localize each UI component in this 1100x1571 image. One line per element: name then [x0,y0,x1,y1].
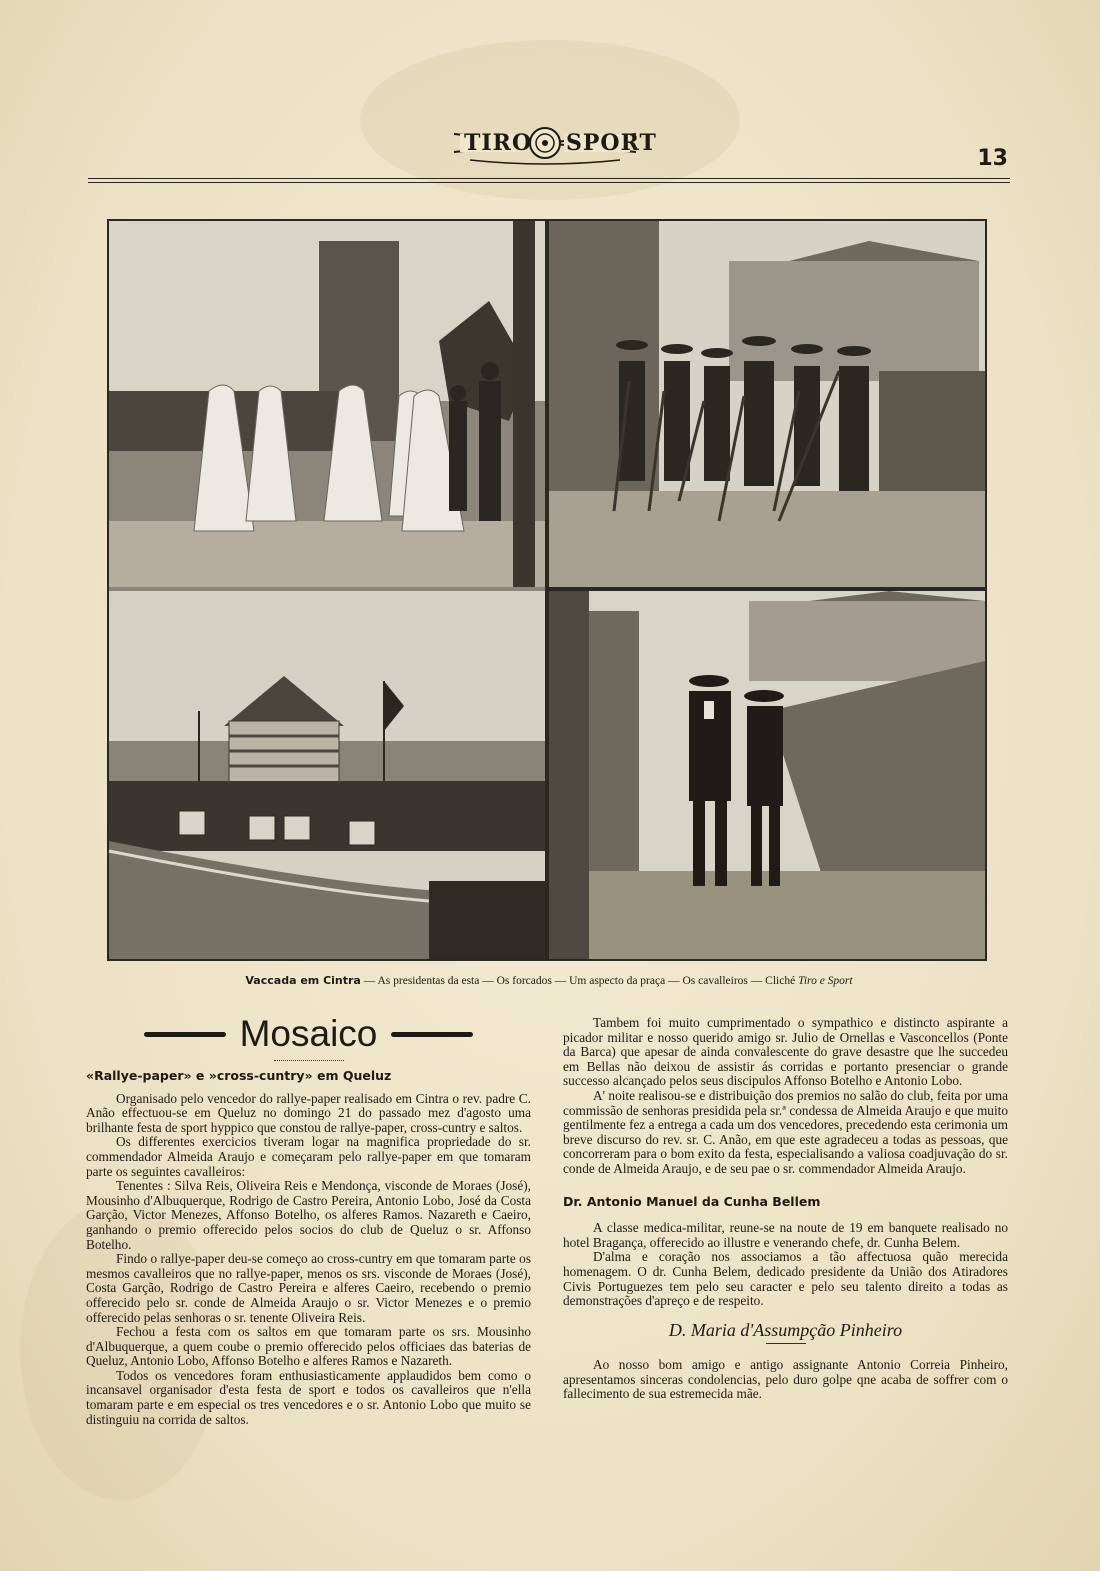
photo-praca [109,591,545,959]
paragraph: Tenentes : Silva Reis, Oliveira Reis e Mendonça, visconde de Moraes (José), Mousinho d'Albuquerque, Rodrigo de Castro Pereira, Antonio Lobo, José da Costa Garção, Victor Menezes, Affonso Botelho, os alferes Ramos. Nazareth e Caeiro, ganhando o premio offerecido pelos socios do club de Queluz o sr. Affonso Botelho. [86,1178,531,1252]
svg-text:SPORT: SPORT [566,130,657,156]
masthead-logo [450,122,657,166]
article-title [86,1012,531,1056]
paragraph: Ao nosso bom amigo e antigo assignante Antonio Correia Pinheiro, apresentamos sinceras condolencias, pelo duro golpe qne acaba de soffrer com o fallecimento de sua estremecida mãe. [563,1357,1008,1402]
paragraph: Todos os vencedores foram enthusiasticamente applaudidos bem como o incansavel organisador d'esta festa de sport e todos os cavalleiros que n'ella tomaram parte e em especial os tres vencedores e o sr. Antonio Lobo que muito se distinguiu na corrida de saltos. [86,1367,531,1427]
paragraph: Os differentes exercicios tiveram logar na magnifica propriedade do sr. commendador Almeida Araujo e começaram pelo rallye-paper em que tomaram parte os seguintes cavalleiros: [86,1134,531,1179]
paragraph: A' noite realisou-se e distribuição dos premios no salão do club, feita por uma commissão de senhoras presidida pela sr.ª condessa de Almeida Araujo e que muito gentilmente fez a entrega a cada um dos vencedores, precedendo esta cerimonia um breve discurso do rev. sr. C. Anão, em que este agradeceu a todas as pessoas, que concorreram para o bom exito da festa, especialisando a valiosa coadjuvação do sr. conde de Almeida Araujo, e de seu pae o sr. commendador Almeida Araujo. [563,1087,1008,1176]
photo-cavalleiros [549,591,985,959]
paragraph: Tambem foi muito cumprimentado o sympathico e distincto aspirante a picador militar e nosso querido amigo sr. Julio de Ornellas e Vasconcellos (Ponte da Barca) que apesar de ainda convalescente do grave desastre que lhe succedeu em Bellas não deixou de assistir ás corridas e portanto presenciar o grande successo alcançado pelos seus discipulos Affonso Botelho e Antonio Lobo. [563,1015,1008,1089]
caption-credit: Tiro e Sport [798,975,853,987]
caption-lead: Vaccada em Cintra [245,974,361,987]
paragraph: Fechou a festa com os saltos em que tomaram parte os srs. Mousinho d'Albuquerque, a quem coube o premio offerecido pelos officiaes das baterias de Queluz, Antonio Lobo, Affonso Botelho e alferes Ramos e Nazareth. [86,1324,531,1369]
dotted-divider [274,1060,344,1061]
paragraph: Organisado pelo vencedor do rallye-paper realisado em Cintra o rev. padre C. Anão effectuou-se em Queluz no domingo 21 do passado mez d'agosto uma brilhante festa de sport hyppico que constou de rallye-paper, cross-cuntry e saltos. [86,1090,531,1135]
title-ornament-right [391,1032,473,1037]
header-rule [88,182,1010,183]
short-divider [766,1343,806,1344]
article-column-right [563,1016,1008,1402]
article-title-text: Mosaico [239,1012,378,1054]
svg-text:TIRO: TIRO [464,130,533,156]
page-number: 13 [977,146,1008,171]
photo-presidentas [109,221,545,587]
paragraph: A classe medica-militar, reune-se na noute de 19 em banquete realisado no hotel Bragança, offerecido ao illustre e venerando chefe, dr. Cunha Belem. [563,1220,1008,1250]
paragraph: D'alma e coração nos associamos a tão affectuosa quão merecida homenagem. O dr. Cunha Belem, dedicado presidente da União dos Atiradores Civis Portuguezes tem pelo seu caracter e pelo seu talento direito a todas as demonstrações d'apreço e de respeito. [563,1249,1008,1309]
paragraph: Findo o rallye-paper deu-se começo ao cross-cuntry em que tomaram parte os mesmos cavalleiros que no rallye-paper, menos os srs. visconde de Moraes (José), Costa Garção, Rodrigo de Castro Pereira e alferes Caeiro, recebendo o premio offerecido pelo sr. conde de Almeida Araujo o sr. Victor Menezes e o premio offerecido pelas senhoras o sr. tenente Oliveira Reis. [86,1251,531,1325]
section-heading-rallye: «Rallye-paper» e »cross-cuntry» em Queluz [86,1068,392,1083]
photo-forcados [549,221,985,587]
title-ornament-left [144,1032,226,1037]
section-heading-bellem: Dr. Antonio Manuel da Cunha Bellem [563,1193,821,1209]
paper-stain [360,40,740,200]
photo-caption [88,974,1010,987]
photo-plate [107,219,987,961]
header-rule [88,178,1010,179]
article-column-left [86,1010,531,1427]
caption-text: — As presidentas da esta — Os forcados — Um aspecto da praça — Os cavalleiros — Cliché [360,975,799,987]
section-heading-pinheiro: D. Maria d'Assumpção Pinheiro [668,1319,903,1340]
masthead-emblem [450,122,657,166]
